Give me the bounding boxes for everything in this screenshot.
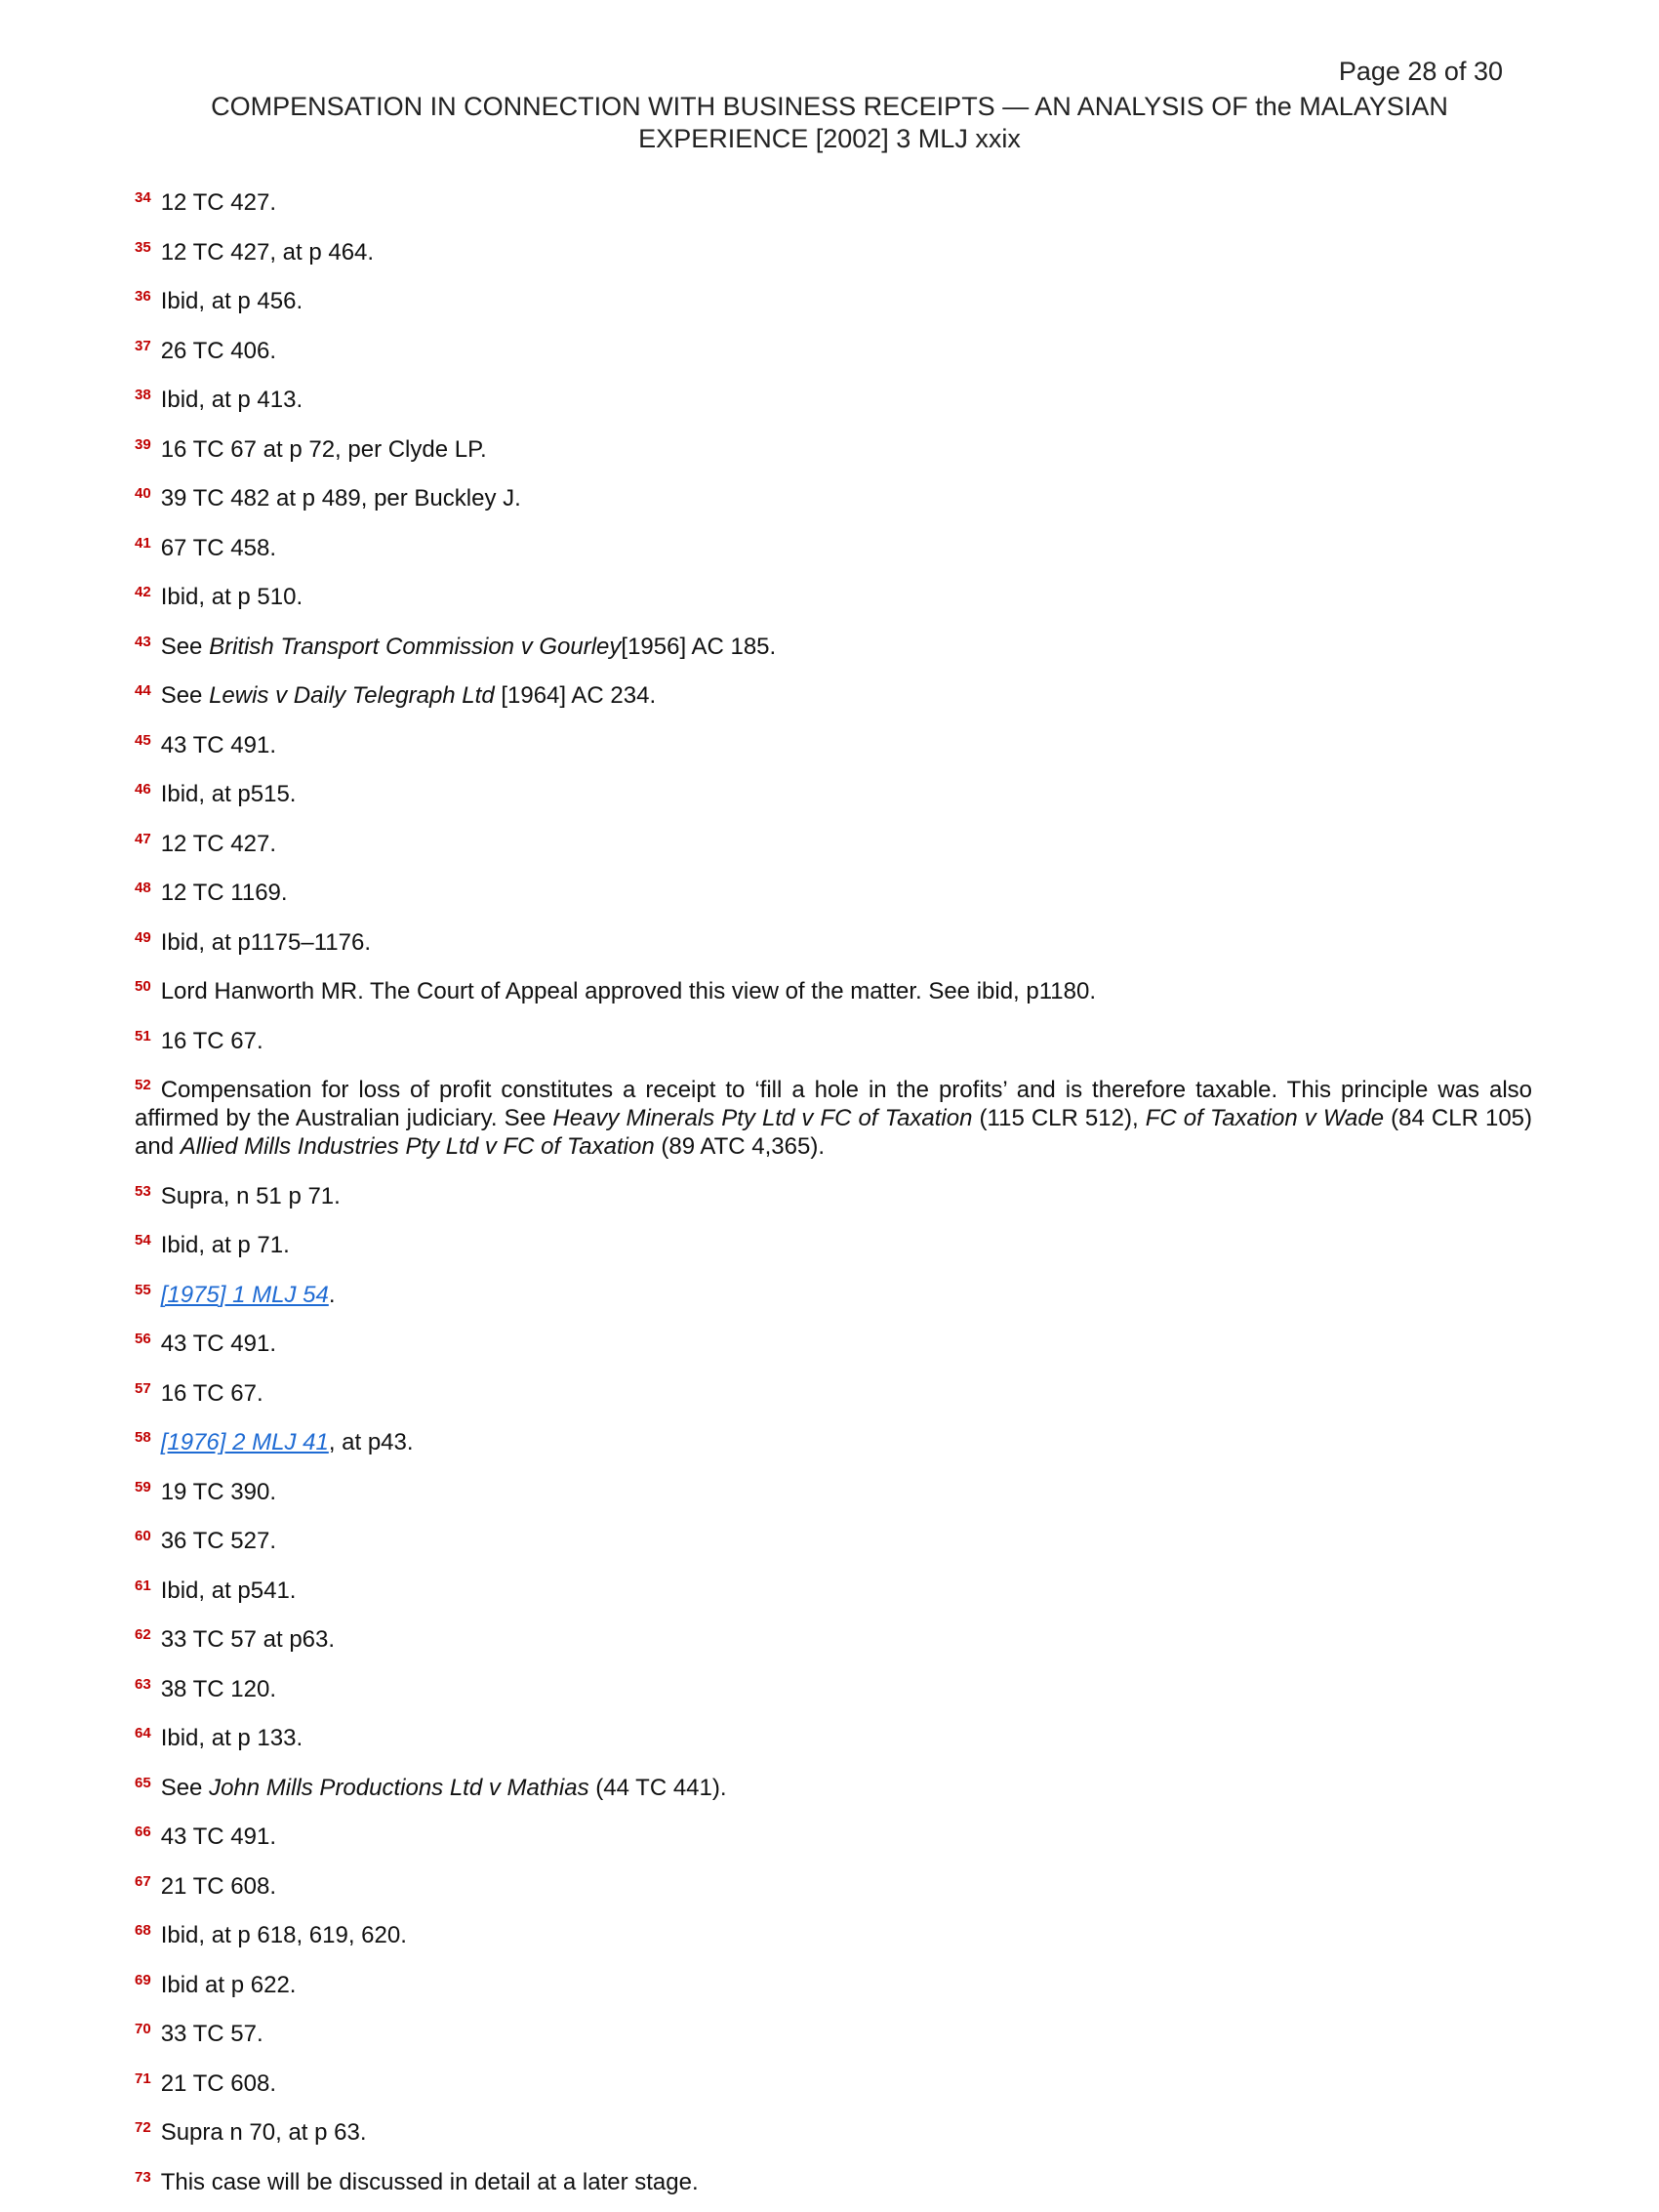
footnote-46: [135, 775, 1532, 808]
footnote-text: 21 TC 608.: [160, 1872, 276, 1900]
title-line-2: EXPERIENCE [2002] 3 MLJ xxix: [638, 124, 1021, 153]
footnote-number: 48: [135, 880, 151, 896]
footnote-42: [135, 578, 1532, 611]
footnote-number: 59: [135, 1478, 151, 1495]
footnote-text: Ibid, at p1175–1176.: [160, 928, 371, 956]
footnote-text: 16 TC 67.: [160, 1027, 263, 1054]
footnote-text: See: [160, 682, 210, 709]
footnote-text: (44 TC 441).: [588, 1774, 727, 1801]
footnote-number: 36: [135, 288, 151, 305]
page-number: Page 28 of 30: [1338, 57, 1503, 86]
footnote-text: 39 TC 482 at p 489, per Buckley J.: [160, 485, 521, 512]
footnote-text: [1956] AC 185.: [621, 633, 777, 660]
footnote-59: [135, 1473, 1532, 1506]
footnote-45: [135, 726, 1532, 759]
footnote-text: See: [160, 1774, 210, 1801]
footnote-text: 12 TC 427, at p 464.: [160, 238, 375, 266]
footnote-58: [135, 1423, 1532, 1456]
footnote-text: 12 TC 1169.: [160, 880, 288, 906]
footnote-number: 42: [135, 584, 151, 600]
footnote-text: 12 TC 427.: [160, 830, 276, 857]
footnote-48: [135, 874, 1532, 907]
footnote-number: 58: [135, 1429, 151, 1446]
footnote-number: 70: [135, 2021, 151, 2037]
case-name: Allied Mills Industries Pty Ltd v FC of Taxation: [180, 1133, 655, 1160]
footnote-text: Lord Hanworth MR. The Court of Appeal approved this view of the matter. See ibid, p1180.: [160, 978, 1097, 1004]
footnote-number: 71: [135, 2069, 151, 2087]
footnote-65: [135, 1769, 1532, 1802]
footnote-number: 40: [135, 485, 151, 502]
footnote-number: 45: [135, 731, 151, 749]
footnote-69: [135, 1966, 1532, 1999]
footnote-63: [135, 1670, 1532, 1703]
footnote-text: Ibid, at p 133.: [160, 1725, 303, 1751]
footnote-number: 55: [135, 1281, 151, 1298]
footnote-text: (115 CLR 512),: [972, 1105, 1146, 1131]
footnote-number: 73: [135, 2168, 151, 2186]
case-name: Lewis v Daily Telegraph Ltd: [209, 682, 495, 709]
footnote-number: 49: [135, 928, 151, 946]
footnote-39: [135, 430, 1532, 464]
footnote-number: 62: [135, 1626, 151, 1643]
footnote-number: 52: [135, 1077, 151, 1093]
footnote-53: [135, 1177, 1532, 1210]
footnote-38: [135, 381, 1532, 414]
footnote-text: Ibid, at p 71.: [160, 1232, 290, 1258]
footnote-text: 33 TC 57.: [160, 2021, 263, 2047]
footnote-number: 54: [135, 1232, 151, 1249]
footnote-text: 26 TC 406.: [160, 337, 276, 364]
footnote-text: Supra, n 51 p 71.: [160, 1182, 341, 1209]
footnote-number: 38: [135, 387, 151, 403]
footnote-text: (89 ATC 4,365).: [654, 1133, 826, 1160]
footnote-text: 36 TC 527.: [160, 1528, 276, 1554]
footnote-text: 43 TC 491.: [160, 1331, 276, 1357]
footnote-72: [135, 2113, 1532, 2147]
footnote-text: Supra n 70, at p 63.: [160, 2119, 367, 2146]
document-title: [146, 91, 1513, 155]
footnote-text: 43 TC 491.: [160, 731, 276, 758]
footnote-60: [135, 1522, 1532, 1555]
footnote-text: 16 TC 67.: [160, 1379, 263, 1407]
footnote-35: [135, 233, 1532, 266]
footnote-text: 43 TC 491.: [160, 1823, 276, 1850]
footnote-number: 66: [135, 1823, 151, 1840]
footnote-text: This case will be discussed in detail at a later stage.: [160, 2168, 699, 2195]
footnote-68: [135, 1916, 1532, 1949]
footnote-text: See: [160, 633, 210, 660]
footnote-text: Ibid, at p 413.: [160, 387, 303, 413]
footnote-text: .: [328, 1281, 336, 1308]
footnote-text: , at p43.: [328, 1429, 414, 1455]
footnote-number: 53: [135, 1182, 151, 1200]
footnote-text: 33 TC 57 at p63.: [160, 1626, 336, 1653]
footnote-number: 67: [135, 1872, 151, 1890]
case-name: John Mills Productions Ltd v Mathias: [209, 1774, 589, 1801]
citation-link[interactable]: [1976] 2 MLJ 41: [160, 1429, 329, 1455]
footnote-number: 64: [135, 1725, 151, 1741]
footnote-44: [135, 676, 1532, 710]
footnote-number: 61: [135, 1577, 151, 1594]
footnote-36: [135, 282, 1532, 315]
footnote-41: [135, 529, 1532, 562]
footnote-37: [135, 332, 1532, 365]
footnote-40: [135, 479, 1532, 512]
case-name: British Transport Commission v Gourley: [209, 633, 622, 660]
footnote-56: [135, 1325, 1532, 1358]
footnote-66: [135, 1818, 1532, 1851]
footnote-text: 21 TC 608.: [160, 2069, 276, 2097]
title-line-1: COMPENSATION IN CONNECTION WITH BUSINESS RECEIPTS — AN ANALYSIS OF the MALAYSIAN: [211, 92, 1448, 121]
case-name: Heavy Minerals Pty Ltd v FC of Taxation: [552, 1105, 973, 1131]
citation-link[interactable]: [1975] 1 MLJ 54: [160, 1281, 329, 1308]
footnote-number: 46: [135, 781, 151, 798]
footnote-text: Ibid, at p 618, 619, 620.: [160, 1922, 407, 1948]
footnote-number: 47: [135, 830, 151, 847]
footnote-64: [135, 1719, 1532, 1752]
footnote-number: 72: [135, 2119, 151, 2136]
footnote-52: [135, 1071, 1532, 1161]
footnote-text: 38 TC 120.: [160, 1675, 276, 1702]
footnote-number: 60: [135, 1528, 151, 1544]
footnote-text: 16 TC 67 at p 72, per Clyde LP.: [160, 435, 487, 463]
footnote-43: [135, 628, 1532, 661]
footnote-number: 51: [135, 1027, 151, 1045]
footnote-text: Ibid, at p 456.: [160, 288, 303, 314]
footnote-text: Compensation for loss of profit constitutes a receipt to ‘fill a hole in the profits’ and is therefore taxable. This principle was also affirmed by the Australian judiciary. See: [135, 1077, 1532, 1131]
footnote-text: Ibid, at p515.: [160, 781, 297, 807]
footnote-number: 68: [135, 1922, 151, 1939]
footnote-number: 37: [135, 337, 151, 354]
footnote-number: 43: [135, 633, 151, 650]
footnote-50: [135, 972, 1532, 1005]
footnotes-list: [135, 184, 1532, 2212]
footnote-number: 44: [135, 682, 151, 699]
footnote-text: Ibid, at p 510.: [160, 584, 303, 610]
footnote-text: 19 TC 390.: [160, 1478, 276, 1505]
footnote-34: [135, 184, 1532, 217]
footnote-text: Ibid at p 622.: [160, 1971, 297, 1998]
footnote-text: [1964] AC 234.: [494, 682, 657, 709]
footnote-number: 69: [135, 1971, 151, 1988]
footnote-number: 57: [135, 1379, 151, 1397]
footnote-57: [135, 1374, 1532, 1408]
footnote-number: 65: [135, 1774, 151, 1791]
footnote-number: 50: [135, 978, 151, 995]
footnote-49: [135, 923, 1532, 957]
footnote-text: 12 TC 427.: [160, 189, 276, 216]
footnote-number: 34: [135, 189, 151, 206]
footnote-number: 35: [135, 238, 151, 256]
footnote-number: 39: [135, 435, 151, 453]
footnote-61: [135, 1572, 1532, 1605]
footnote-73: [135, 2163, 1532, 2196]
footnote-71: [135, 2065, 1532, 2098]
footnote-text: (84 CLR 105) and: [135, 1105, 1533, 1160]
footnote-number: 56: [135, 1331, 151, 1347]
footnote-text: Ibid, at p541.: [160, 1577, 297, 1604]
footnote-62: [135, 1620, 1532, 1654]
case-name: FC of Taxation v Wade: [1145, 1105, 1385, 1131]
footnote-number: 63: [135, 1675, 151, 1693]
footnote-51: [135, 1022, 1532, 1055]
footnote-number: 41: [135, 534, 151, 552]
footnote-54: [135, 1226, 1532, 1259]
footnote-70: [135, 2015, 1532, 2048]
footnote-47: [135, 825, 1532, 858]
footnote-55: [135, 1276, 1532, 1309]
footnote-67: [135, 1867, 1532, 1901]
footnote-text: 67 TC 458.: [160, 534, 276, 561]
